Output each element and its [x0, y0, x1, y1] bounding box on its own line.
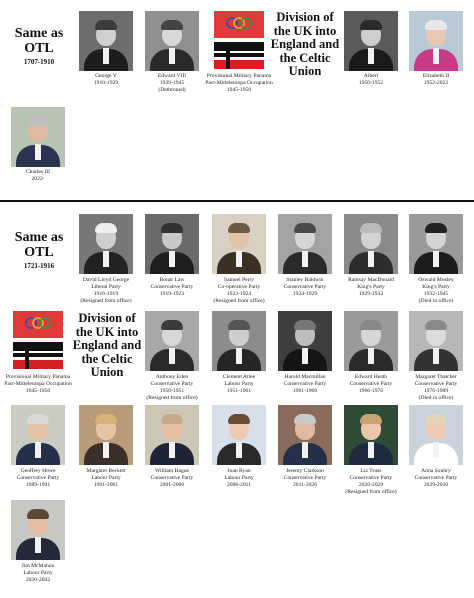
person-name: Edward VIII — [157, 73, 187, 79]
flag-cross — [13, 353, 63, 357]
person-name: Margaret Beckett — [86, 468, 126, 474]
person-name: Provisional Military Panama Pact-Mitteleuropa Occupation — [4, 374, 72, 387]
person-caption — [135, 468, 209, 489]
portrait-collar — [103, 48, 109, 64]
portrait-hair — [95, 223, 117, 233]
person-name: Geoffrey Howe — [20, 468, 56, 474]
portrait-collar — [302, 348, 308, 364]
portrait-hair — [27, 414, 49, 424]
lower-flag-band — [214, 42, 264, 51]
portrait-hair — [360, 20, 382, 30]
person-detail: 2029-2030 — [423, 481, 449, 488]
upper-flag-field — [214, 11, 264, 38]
portrait-photo — [212, 405, 266, 465]
portrait-hair — [425, 223, 447, 233]
portrait-photo — [344, 11, 398, 71]
person-detail: 1989-1991 — [25, 481, 51, 488]
person-detail: Labour Party — [224, 380, 254, 387]
portrait-hair — [425, 320, 447, 330]
bottom-division-heading — [72, 312, 142, 380]
portrait-photo — [409, 405, 463, 465]
person-name: David Lloyd George — [82, 277, 130, 283]
person-name: Elizabeth II — [422, 73, 450, 79]
person-detail: (Resigned from office) — [146, 394, 198, 401]
portrait-collar — [433, 48, 439, 64]
portrait-collar — [169, 251, 175, 267]
occupation-flag-icon — [11, 311, 65, 371]
portrait-collar — [368, 348, 374, 364]
person-detail: 1991-2001 — [93, 481, 119, 488]
portrait-photo — [79, 405, 133, 465]
person-detail: (Died in office) — [418, 297, 454, 304]
portrait-collar — [368, 251, 374, 267]
portrait-collar — [103, 442, 109, 458]
person-detail: Labour Party — [23, 569, 53, 576]
person-detail: 1952-2022 — [423, 79, 449, 86]
person-name: William Hague — [154, 468, 190, 474]
person-caption — [135, 73, 209, 94]
portrait-hair — [360, 320, 382, 330]
portrait-photo — [278, 311, 332, 371]
portrait-collar — [169, 48, 175, 64]
division-line: Division of — [78, 311, 136, 325]
person-name: Edward Heath — [354, 374, 388, 380]
division-line: the Celtic — [279, 50, 331, 65]
portrait-collar — [302, 442, 308, 458]
person-caption — [202, 277, 276, 305]
person-detail: Conservative Party — [414, 380, 458, 387]
bottom-title-text: Same as OTL — [14, 230, 64, 260]
portrait-photo — [278, 405, 332, 465]
portrait-photo — [11, 500, 65, 560]
section-divider — [0, 200, 474, 202]
portrait-hair — [27, 116, 49, 126]
portrait-hair — [95, 414, 117, 424]
person-caption — [399, 73, 473, 87]
person-name: Anna Soubry — [421, 468, 451, 474]
portrait-hair — [228, 414, 250, 424]
person-name: Jeremy Clarkson — [286, 468, 324, 474]
person-caption — [334, 374, 408, 395]
person-name: Samuel Perry — [223, 277, 255, 283]
person-name: Provisional Military Panama Pact-Mitteleuropa Occupation — [205, 73, 273, 86]
person-detail: Conservative Party — [150, 380, 194, 387]
person-name: Clement Atlee — [222, 374, 256, 380]
person-detail: King's Party — [357, 283, 385, 290]
person-name: Harold Macmillan — [284, 374, 326, 380]
person-detail: 1966-1976 — [358, 387, 384, 394]
person-name: Stanley Baldwin — [286, 277, 324, 283]
person-detail: Liberal Party — [91, 283, 121, 290]
portrait-photo — [212, 311, 266, 371]
person-detail: Conservative Party — [150, 283, 194, 290]
portrait-hair — [425, 414, 447, 424]
portrait-collar — [103, 251, 109, 267]
top-section-title — [4, 27, 74, 67]
person-detail: Conservative Party — [349, 380, 393, 387]
division-line: the UK into — [75, 324, 139, 339]
lower-flag-band — [214, 60, 264, 69]
person-caption — [135, 374, 209, 402]
portrait-collar — [368, 442, 374, 458]
top-division-heading — [270, 11, 340, 79]
portrait-photo — [11, 107, 65, 167]
person-caption — [268, 374, 342, 395]
person-detail: 2022- — [31, 175, 45, 182]
person-caption — [202, 468, 276, 489]
division-line: the UK into — [273, 23, 337, 38]
person-detail: 1932-1945 — [423, 290, 449, 297]
person-caption — [69, 468, 143, 489]
bottom-section-title — [4, 231, 74, 271]
portrait-photo — [344, 214, 398, 274]
person-detail: 1961-1966 — [292, 387, 318, 394]
person-caption — [399, 468, 473, 489]
person-detail: 1945-1950 — [25, 387, 51, 394]
portrait-collar — [302, 251, 308, 267]
person-caption — [268, 277, 342, 298]
occupation-flag-icon — [212, 11, 266, 71]
person-detail: Conservative Party — [150, 474, 194, 481]
person-detail: Labour Party — [91, 474, 121, 481]
lower-flag-band — [13, 360, 63, 369]
person-caption — [202, 73, 276, 94]
person-detail: King's Party — [422, 283, 450, 290]
portrait-photo — [79, 214, 133, 274]
person-caption — [1, 374, 75, 395]
person-detail: Conservative Party — [16, 474, 60, 481]
person-detail: 1950-1951 — [159, 387, 185, 394]
person-detail: 2026-2029 — [358, 481, 384, 488]
portrait-photo — [409, 214, 463, 274]
lower-flag-band — [13, 342, 63, 351]
portrait-collar — [236, 251, 242, 267]
division-line: England and — [270, 37, 340, 51]
portrait-photo — [79, 11, 133, 71]
person-caption — [334, 73, 408, 87]
person-detail: Conservative Party — [349, 474, 393, 481]
portrait-photo — [344, 405, 398, 465]
person-name: Oswald Mosley — [418, 277, 454, 283]
portrait-hair — [425, 20, 447, 30]
portrait-collar — [236, 348, 242, 364]
person-caption — [268, 468, 342, 489]
person-detail: Conservative Party — [283, 283, 327, 290]
person-caption — [69, 73, 143, 87]
person-caption — [1, 563, 75, 584]
portrait-photo — [212, 214, 266, 274]
portrait-hair — [27, 509, 49, 519]
portrait-hair — [294, 320, 316, 330]
person-caption — [399, 374, 473, 402]
person-caption — [1, 169, 75, 183]
portrait-hair — [228, 320, 250, 330]
portrait-hair — [228, 223, 250, 233]
person-caption — [399, 277, 473, 305]
person-detail: (Resigned from office) — [80, 297, 132, 304]
portrait-collar — [236, 442, 242, 458]
portrait-collar — [35, 442, 41, 458]
person-detail: 1945-1950 — [226, 86, 252, 93]
portrait-collar — [433, 442, 439, 458]
portrait-hair — [161, 223, 183, 233]
person-name: Joan Ryan — [227, 468, 251, 474]
person-name: Ramsay MacDonald — [348, 277, 394, 283]
person-detail: 1919-1923 — [159, 290, 185, 297]
person-detail: Conservative Party — [414, 474, 458, 481]
portrait-photo — [409, 311, 463, 371]
person-detail: 1976-1989 — [423, 387, 449, 394]
portrait-collar — [169, 442, 175, 458]
portrait-photo — [278, 214, 332, 274]
portrait-collar — [433, 348, 439, 364]
person-caption — [334, 468, 408, 496]
division-line: the Celtic — [81, 351, 133, 366]
person-detail: 1951-1961 — [226, 387, 252, 394]
person-detail: 2030-2042 — [25, 576, 51, 583]
portrait-hair — [95, 20, 117, 30]
person-name: Anthony Eden — [155, 374, 189, 380]
person-detail: 2001-2006 — [159, 481, 185, 488]
person-detail: 1950-1952 — [358, 79, 384, 86]
portrait-photo — [11, 405, 65, 465]
person-detail: Co-operative Party — [217, 283, 261, 290]
person-detail: 2006-2011 — [226, 481, 252, 488]
portrait-photo — [344, 311, 398, 371]
person-name: Margaret Thatcher — [415, 374, 457, 380]
person-name: Liz Truss — [360, 468, 382, 474]
person-name: Charles III — [25, 169, 51, 175]
division-line: Union — [90, 365, 124, 379]
division-line: England and — [72, 338, 142, 352]
person-detail: 1929-1932 — [358, 290, 384, 297]
division-line: Union — [288, 64, 322, 78]
person-detail: Conservative Party — [283, 380, 327, 387]
person-detail: 1924-1929 — [292, 290, 318, 297]
top-title-text: Same as OTL — [14, 26, 64, 56]
portrait-collar — [35, 144, 41, 160]
division-line: Division of — [276, 10, 334, 24]
top-title-years: 1707-1910 — [23, 58, 55, 67]
person-caption — [69, 277, 143, 305]
portrait-collar — [433, 251, 439, 267]
person-detail: 2011-2026 — [292, 481, 318, 488]
portrait-hair — [161, 320, 183, 330]
upper-flag-field — [13, 311, 63, 338]
person-detail: Conservative Party — [283, 474, 327, 481]
person-name: Jim McMahon — [21, 563, 55, 569]
portrait-photo — [409, 11, 463, 71]
person-caption — [334, 277, 408, 298]
bottom-title-years: 1721-1916 — [23, 262, 55, 271]
person-detail: (Dethroned) — [158, 86, 186, 93]
person-detail: 1923-1924 — [226, 290, 252, 297]
portrait-hair — [161, 414, 183, 424]
person-caption — [1, 468, 75, 489]
portrait-hair — [360, 414, 382, 424]
person-caption — [202, 374, 276, 395]
person-name: Albert — [363, 73, 379, 79]
person-detail: (Died in office) — [418, 394, 454, 401]
portrait-collar — [368, 48, 374, 64]
person-name: Bonar Law — [159, 277, 185, 283]
person-detail: 1910-1929 — [93, 79, 119, 86]
portrait-hair — [360, 223, 382, 233]
portrait-photo — [145, 11, 199, 71]
flag-cross — [214, 53, 264, 57]
person-detail: (Resigned from office) — [345, 488, 397, 495]
person-detail: 1916-1919 — [93, 290, 119, 297]
portrait-photo — [145, 405, 199, 465]
portrait-photo — [145, 311, 199, 371]
person-caption — [135, 277, 209, 298]
person-detail: 1929-1945 — [159, 79, 185, 86]
portrait-photo — [145, 214, 199, 274]
portrait-hair — [294, 223, 316, 233]
person-detail: (Resigned from office) — [213, 297, 265, 304]
person-name: George V — [95, 73, 117, 79]
portrait-hair — [161, 20, 183, 30]
portrait-collar — [169, 348, 175, 364]
person-detail: Labour Party — [224, 474, 254, 481]
portrait-hair — [294, 414, 316, 424]
portrait-collar — [35, 537, 41, 553]
